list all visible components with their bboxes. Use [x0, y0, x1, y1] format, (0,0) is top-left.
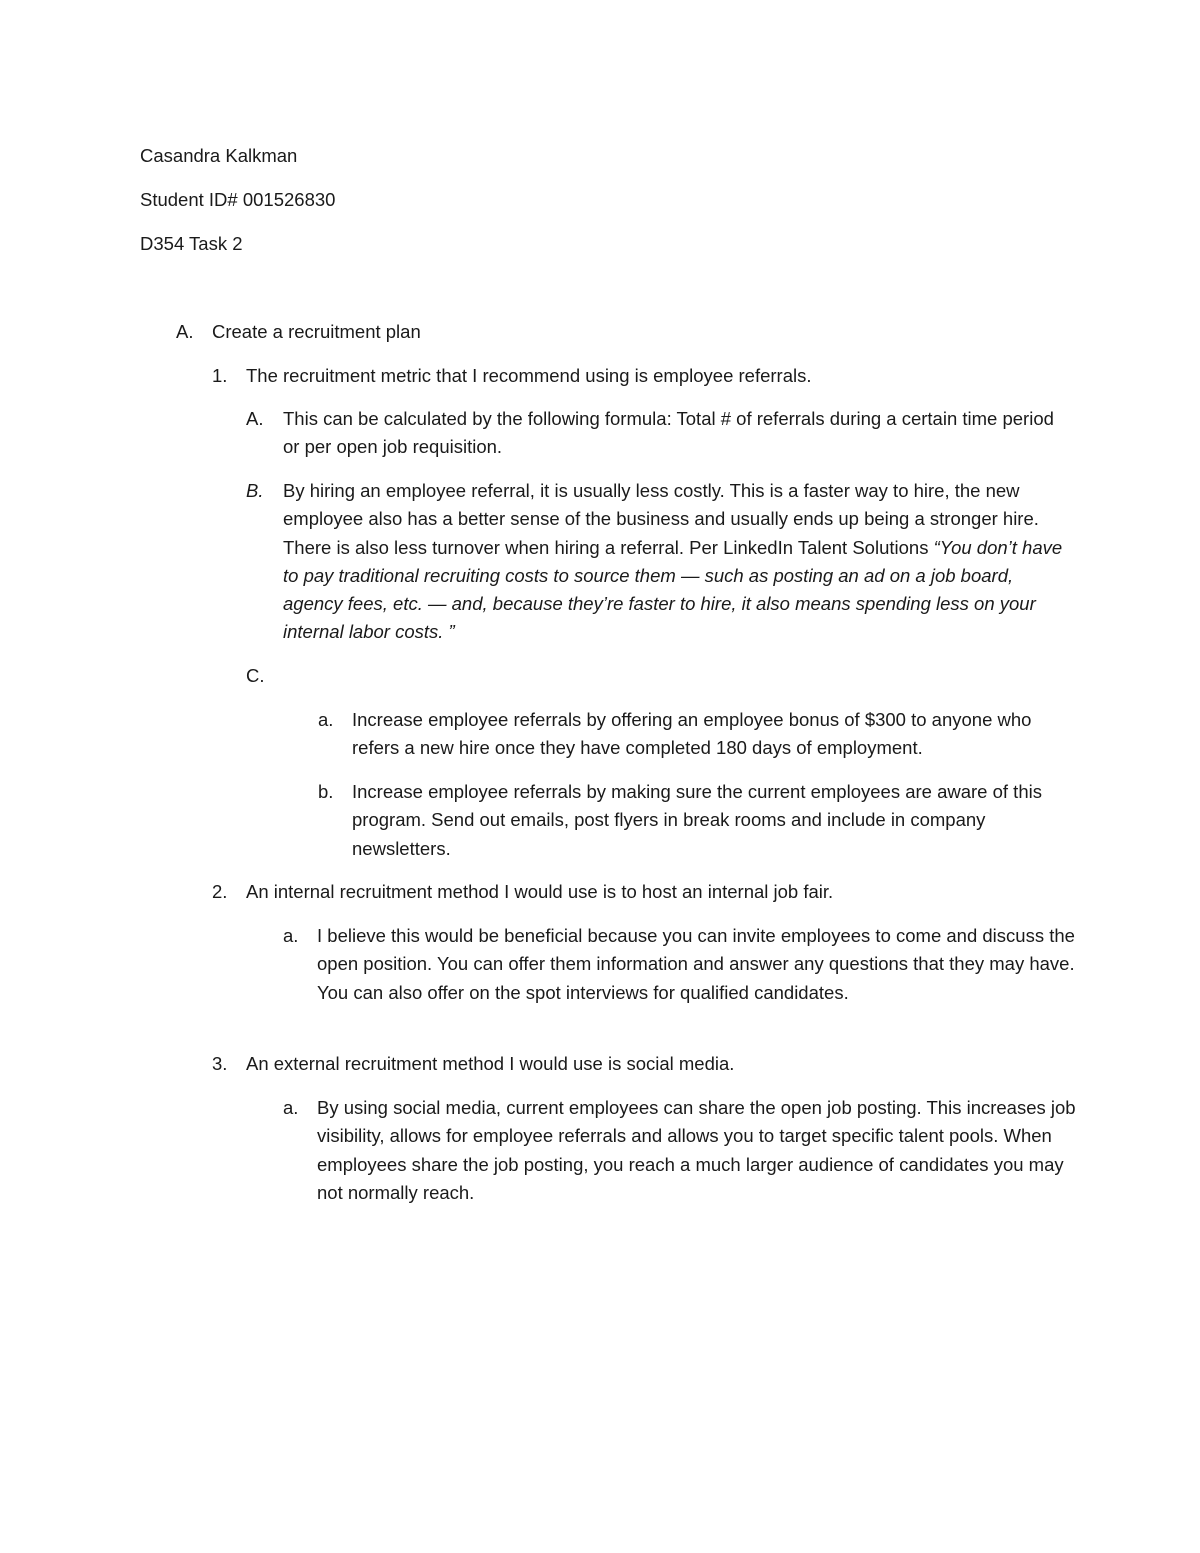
sub-c-marker: C.: [246, 665, 265, 686]
sub-b-paragraph: [283, 477, 1063, 647]
sub-c-a-marker: a.: [318, 709, 334, 730]
item-2-text: An internal recruitment method I would use is to host an internal job fair.: [246, 881, 834, 902]
sub-b-text: By hiring an employee referral, it is usually less costly. This is a faster way to hire, the new employee also has a better sense of the business and usually ends up being a stronger hire. There is also less turnover when hiring a referral. Per LinkedIn Talent Solutions: [283, 480, 1039, 558]
sub-c-b-marker: b.: [318, 781, 334, 802]
item-1-text: The recruitment metric that I recommend using is employee referrals.: [246, 365, 812, 386]
author-name: Casandra Kalkman: [140, 145, 298, 166]
item-2-a-marker: a.: [283, 925, 299, 946]
item-3-marker: 3.: [212, 1053, 228, 1074]
item-2-marker: 2.: [212, 881, 228, 902]
student-id: Student ID# 001526830: [140, 189, 336, 210]
sub-a-marker: A.: [246, 408, 264, 429]
sub-b-quote: “You don’t have to pay traditional recruiting costs to source them — such as posting an ad on a job board, agency fees, etc. — and, because they’re faster to hire, it also means spending less on your internal labor costs. ”: [283, 536, 1063, 643]
sub-a-text: This can be calculated by the following formula: Total # of referrals during a certain time period or per open job requisition.: [283, 408, 1054, 458]
course-title: D354 Task 2: [140, 233, 243, 254]
item-3-a-text: By using social media, current employees can share the open job posting. This increases job visibility, allows for employee referrals and allows you to target specific talent pools. When employees share the job posting, you reach a much larger audience of candidates you may not normally reach.: [317, 1097, 1076, 1203]
section-a-marker: A.: [176, 321, 194, 342]
sub-c-a-text: Increase employee referrals by offering an employee bonus of $300 to anyone who refers a new hire once they have completed 180 days of employment.: [352, 709, 1032, 759]
item-2-a-text: I believe this would be beneficial because you can invite employees to come and discuss the open position. You can offer them information and answer any questions that they may have. You can also offer on the spot interviews for qualified candidates.: [317, 925, 1075, 1003]
sub-c-b-text: Increase employee referrals by making sure the current employees are aware of this program. Send out emails, post flyers in break rooms and include in company newsletters.: [352, 781, 1042, 859]
section-a-title: Create a recruitment plan: [212, 321, 421, 342]
item-3-text: An external recruitment method I would use is social media.: [246, 1053, 735, 1074]
sub-b-marker: B.: [246, 480, 264, 501]
item-3-a-marker: a.: [283, 1097, 299, 1118]
item-1-marker: 1.: [212, 365, 228, 386]
